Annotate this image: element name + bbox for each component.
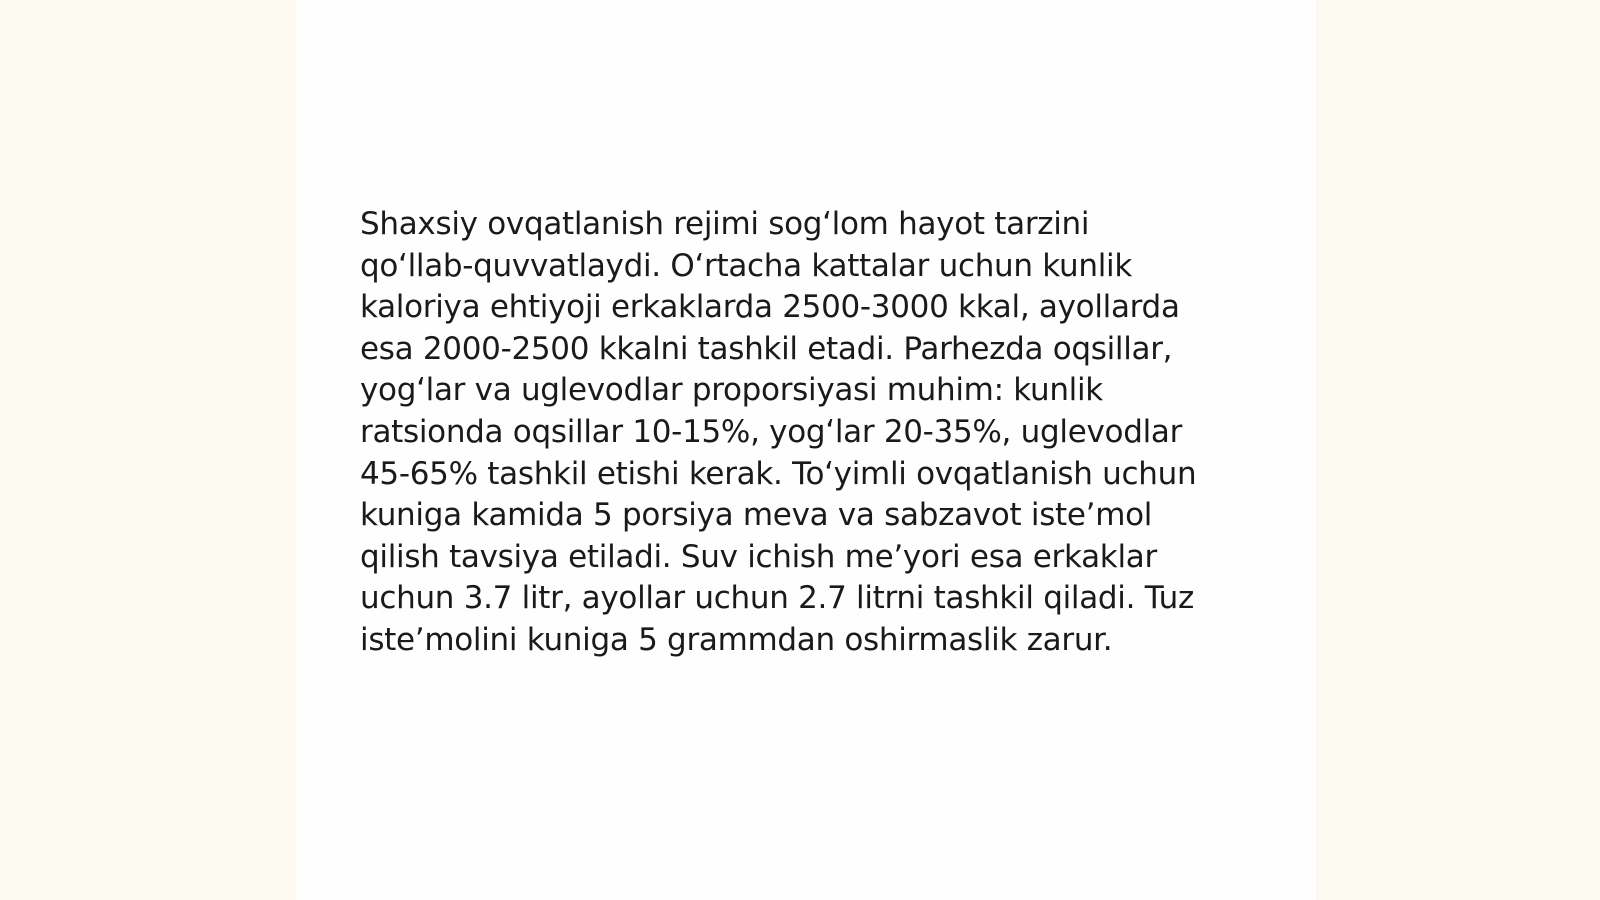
paragraph-line-7: 45-65% tashkil etishi kerak. To‘yimli ovqatlanish uchun — [360, 455, 1197, 492]
paragraph-line-2: qo‘llab-quvvatlaydi. O‘rtacha kattalar uchun kunlik — [360, 247, 1132, 284]
paragraph-line-3: kaloriya ehtiyoji erkaklarda 2500-3000 kkal, ayollarda — [360, 289, 1180, 326]
document-page — [296, 0, 1316, 900]
paragraph-line-10: uchun 3.7 litr, ayollar uchun 2.7 litrni tashkil qiladi. Tuz — [360, 580, 1194, 617]
paragraph-line-1: Shaxsiy ovqatlanish rejimi sog‘lom hayot tarzini — [360, 206, 1090, 242]
paragraph-line-6: ratsionda oqsillar 10-15%, yog‘lar 20-35%, uglevodlar — [360, 413, 1183, 450]
paragraph-line-9: qilish tavsiya etiladi. Suv ichish me’yori esa erkaklar — [360, 538, 1157, 575]
paragraph-line-8: kuniga kamida 5 porsiya meva va sabzavot iste’mol — [360, 497, 1153, 534]
body-paragraph — [360, 204, 1260, 662]
paragraph-line-11: iste’molini kuniga 5 grammdan oshirmaslik zarur. — [360, 621, 1113, 658]
paragraph-line-5: yog‘lar va uglevodlar proporsiyasi muhim: kunlik — [360, 372, 1103, 409]
paragraph-line-4: esa 2000-2500 kkalni tashkil etadi. Parhezda oqsillar, — [360, 330, 1173, 367]
